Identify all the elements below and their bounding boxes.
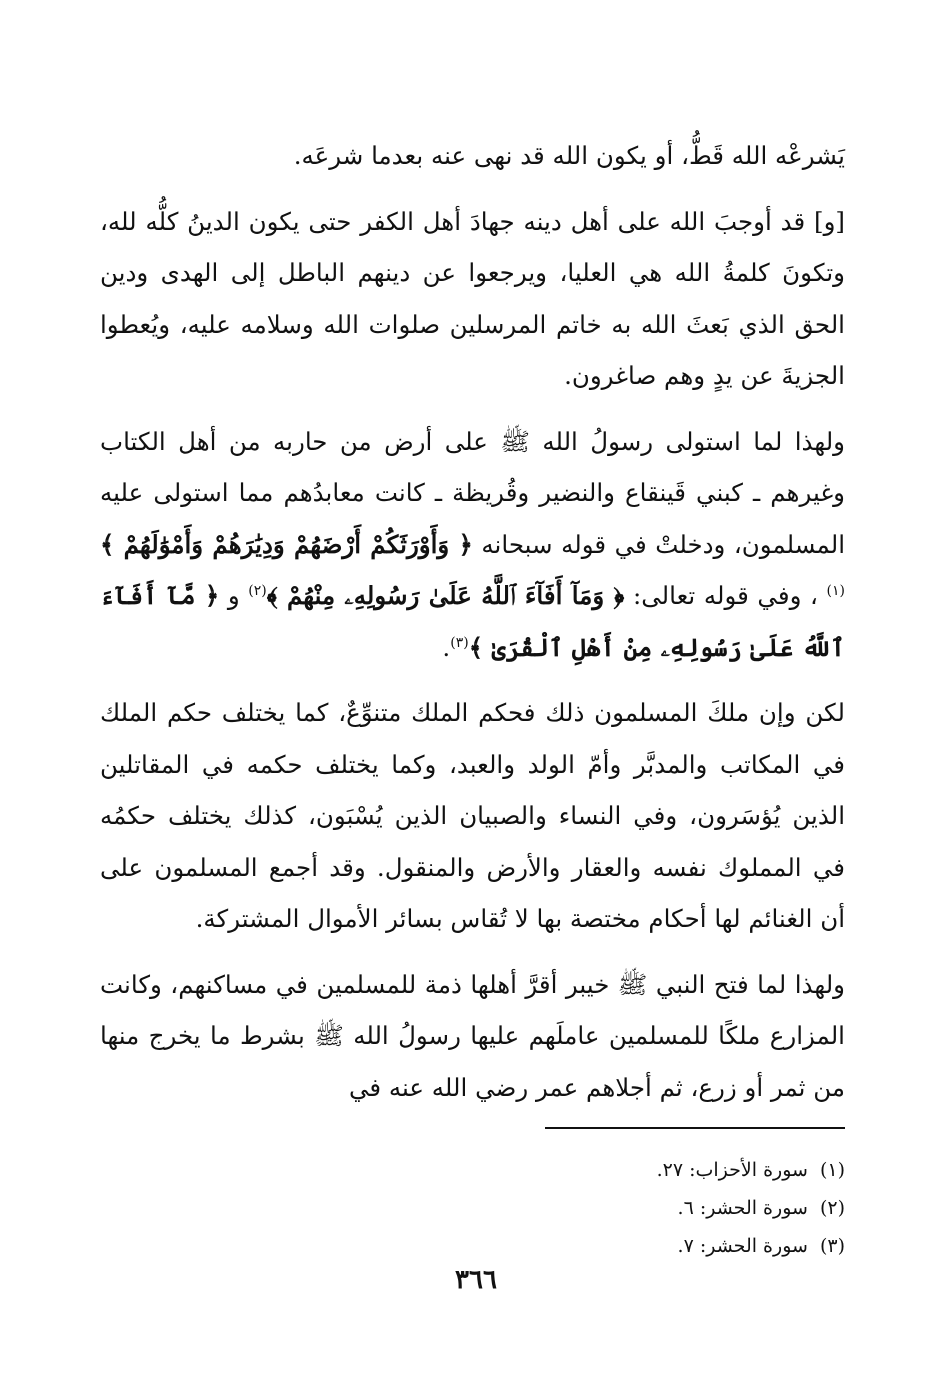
footnote-text: سورة الحشر: ٧. bbox=[677, 1235, 808, 1257]
quran-quote-1: ﴿ وَأَوْرَثَكُمْ أَرْضَهُمْ وَدِيَٰرَهُمْ وَأَمْوَٰلَهُمْ ﴾ bbox=[100, 529, 473, 559]
footnote-ref-3: (٣) bbox=[450, 634, 469, 651]
paragraph-2-text-b: ، وفي قوله تعالى: bbox=[633, 581, 818, 610]
page-number: ٣٦٦ bbox=[455, 1265, 497, 1295]
footnote-text: سورة الأحزاب: ٢٧. bbox=[656, 1159, 808, 1181]
footnote-3 bbox=[445, 1227, 845, 1265]
footnote-number: (٣) bbox=[819, 1235, 845, 1257]
footnotes bbox=[445, 1151, 845, 1265]
footnote-ref-1: (١) bbox=[826, 582, 846, 599]
paragraph-0: يَشرعْه الله قَطُّ، أو يكون الله قد نهى عنه بعدما شرعَه. bbox=[293, 141, 845, 170]
footnote-text: سورة الحشر: ٦. bbox=[677, 1197, 808, 1219]
footnote-separator bbox=[545, 1127, 845, 1129]
footnote-2 bbox=[445, 1189, 845, 1227]
quran-quote-2: ﴿ وَمَآ أَفَآءَ ٱللَّهُ عَلَىٰ رَسُولِهِۦ مِنْهُمْ ﴾ bbox=[266, 581, 625, 610]
paragraph-1: [و] قد أوجبَ الله على أهل دينه جهادَ أهل الكفر حتى يكون الدينُ كلُّه لله، وتكونَ كلمةُ الله هي العليا، ويرجعوا عن دينهم الباطل إلى الهدى ودين الحق الذي بَعثَ الله به خاتم المرسلين صلوات الله وسلامه عليه، ويُعطوا الجزيةَ عن يدٍ وهم صاغرون. bbox=[100, 206, 845, 390]
footnote-ref-2: (٢) bbox=[248, 582, 267, 599]
paragraph-2-text-a: ولهذا لما استولى رسولُ الله ﷺ على أرض من حاربه من أهل الكتاب وغيرهم ـ كبني قَينقاع والنضير وقُريظة ـ كانت معابدُهم مما استولى عليه المسلمون، ودخلتْ في قوله سبحانه bbox=[100, 426, 845, 559]
paragraph-2 bbox=[100, 416, 845, 674]
page-body bbox=[100, 130, 845, 1127]
quran-quote-3: ﴿ مَّآ أَفَآءَ ٱللَّهُ عَلَىٰ رَسُولِهِۦ مِنْ أَهْلِ ٱلْقُرَىٰ ﴾ bbox=[100, 581, 845, 662]
footnote-1 bbox=[445, 1151, 845, 1189]
paragraph-2-text-c: و bbox=[227, 581, 240, 610]
paragraph-4: ولهذا لما فتح النبي ﷺ خيبر أقرَّ أهلها ذمة للمسلمين في مساكنهم، وكانت المزارع ملكًا للمسلمين عاملَهم عليها رسولُ الله ﷺ بشرط ما يخرج منها من ثمر أو زرع، ثم أجلاهم عمر رضي الله عنه في bbox=[100, 969, 845, 1102]
paragraph-3: لكن وإن ملكَ المسلمون ذلك فحكم الملك متنوِّعٌ، كما يختلف حكم الملك في المكاتب والمدبَّر وأمّ الولد والعبد، وكما يختلف حكمه في المقاتلين الذين يُؤسَرون، وفي النساء والصبيان الذين يُسْبَون، كذلك يختلف حكمُه في المملوك نفسه والعقار والأرض والمنقول. وقد أجمع المسلمون على أن الغنائم لها أحكام مختصة بها لا تُقاس بسائر الأموال المشتركة. bbox=[100, 698, 845, 933]
footnote-number: (٢) bbox=[819, 1197, 845, 1219]
paragraph-2-text-d: . bbox=[442, 632, 451, 662]
footnote-number: (١) bbox=[819, 1159, 845, 1181]
